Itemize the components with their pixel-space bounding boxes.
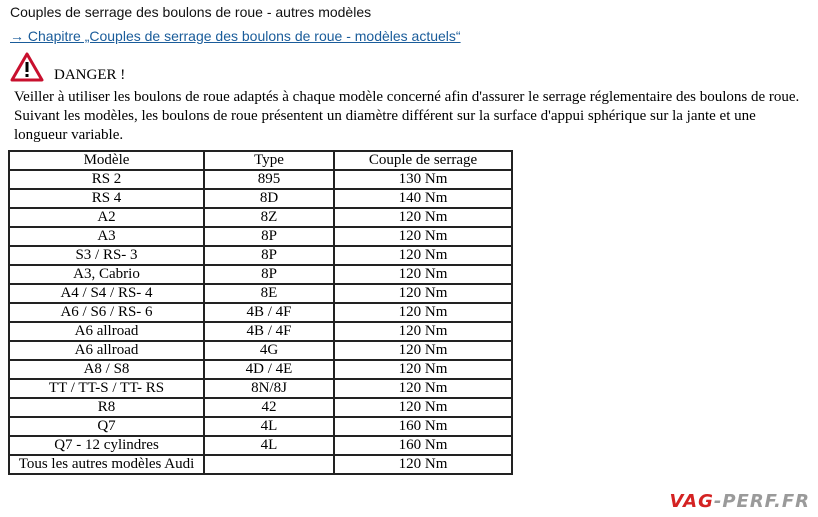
torque-table — [8, 150, 513, 475]
table-row — [9, 170, 512, 189]
cell-torque: 120 Nm — [334, 341, 512, 360]
cell-type: 4D / 4E — [204, 360, 334, 379]
table-row — [9, 227, 512, 246]
cell-model: Q7 - 12 cylindres — [9, 436, 204, 455]
watermark-logo — [669, 491, 810, 512]
cell-model: RS 4 — [9, 189, 204, 208]
cell-torque: 160 Nm — [334, 417, 512, 436]
cell-model: A6 allroad — [9, 341, 204, 360]
table-row — [9, 208, 512, 227]
column-header-torque: Couple de serrage — [334, 151, 512, 170]
cell-torque: 120 Nm — [334, 455, 512, 474]
cell-model: R8 — [9, 398, 204, 417]
table-row — [9, 341, 512, 360]
cell-type: 895 — [204, 170, 334, 189]
table-row — [9, 379, 512, 398]
cell-model: A2 — [9, 208, 204, 227]
cell-type: 8P — [204, 246, 334, 265]
column-header-type: Type — [204, 151, 334, 170]
cell-type: 4B / 4F — [204, 322, 334, 341]
cell-model: TT / TT-S / TT- RS — [9, 379, 204, 398]
cell-torque: 120 Nm — [334, 227, 512, 246]
table-header-row — [9, 151, 512, 170]
column-header-model: Modèle — [9, 151, 204, 170]
cell-type: 4L — [204, 417, 334, 436]
danger-label: DANGER ! — [54, 67, 126, 83]
cell-type: 4L — [204, 436, 334, 455]
cell-model: Q7 — [9, 417, 204, 436]
cell-model: Tous les autres modèles Audi — [9, 455, 204, 474]
cell-type: 8E — [204, 284, 334, 303]
table-row — [9, 189, 512, 208]
cell-model: A3 — [9, 227, 204, 246]
cell-type: 8D — [204, 189, 334, 208]
cell-model: A3, Cabrio — [9, 265, 204, 284]
table-row — [9, 417, 512, 436]
cell-type: 8Z — [204, 208, 334, 227]
cell-model: A6 allroad — [9, 322, 204, 341]
table-row — [9, 265, 512, 284]
cell-type: 4B / 4F — [204, 303, 334, 322]
watermark-part-2: -PERF.FR — [713, 491, 810, 512]
cell-torque: 120 Nm — [334, 265, 512, 284]
table-row — [9, 284, 512, 303]
warning-text: Veiller à utiliser les boulons de roue adaptés à chaque modèle concerné afin d'assurer le serrage réglementaire des boulons de roue. Suivant les modèles, les boulons de roue présentent un diamètre différent sur la surface d'appui sphérique sur la jante et une longueur variable. — [14, 89, 800, 143]
table-row — [9, 360, 512, 379]
cell-model: A6 / S6 / RS- 6 — [9, 303, 204, 322]
cell-torque: 120 Nm — [334, 208, 512, 227]
cell-torque: 120 Nm — [334, 322, 512, 341]
table-row — [9, 303, 512, 322]
table-row — [9, 322, 512, 341]
cell-type: 42 — [204, 398, 334, 417]
cell-model: S3 / RS- 3 — [9, 246, 204, 265]
chapter-link[interactable]: → Chapitre „Couples de serrage des boulons de roue - modèles actuels“ — [10, 28, 461, 44]
cell-torque: 120 Nm — [334, 284, 512, 303]
cell-model: A8 / S8 — [9, 360, 204, 379]
warning-triangle-icon — [10, 52, 44, 82]
cell-torque: 120 Nm — [334, 379, 512, 398]
cell-type: 8P — [204, 227, 334, 246]
cell-model: RS 2 — [9, 170, 204, 189]
cell-torque: 120 Nm — [334, 360, 512, 379]
cell-type — [204, 455, 334, 474]
cell-torque: 120 Nm — [334, 246, 512, 265]
table-row — [9, 398, 512, 417]
cell-type: 8P — [204, 265, 334, 284]
cell-torque: 120 Nm — [334, 303, 512, 322]
cell-type: 4G — [204, 341, 334, 360]
cell-torque: 120 Nm — [334, 398, 512, 417]
cell-type: 8N/8J — [204, 379, 334, 398]
cell-torque: 130 Nm — [334, 170, 512, 189]
cell-torque: 140 Nm — [334, 189, 512, 208]
cell-model: A4 / S4 / RS- 4 — [9, 284, 204, 303]
cell-torque: 160 Nm — [334, 436, 512, 455]
table-row — [9, 455, 512, 474]
table-row — [9, 246, 512, 265]
watermark-part-1: VAG — [669, 491, 714, 512]
table-row — [9, 436, 512, 455]
page-title: Couples de serrage des boulons de roue - autres modèles — [10, 4, 372, 20]
